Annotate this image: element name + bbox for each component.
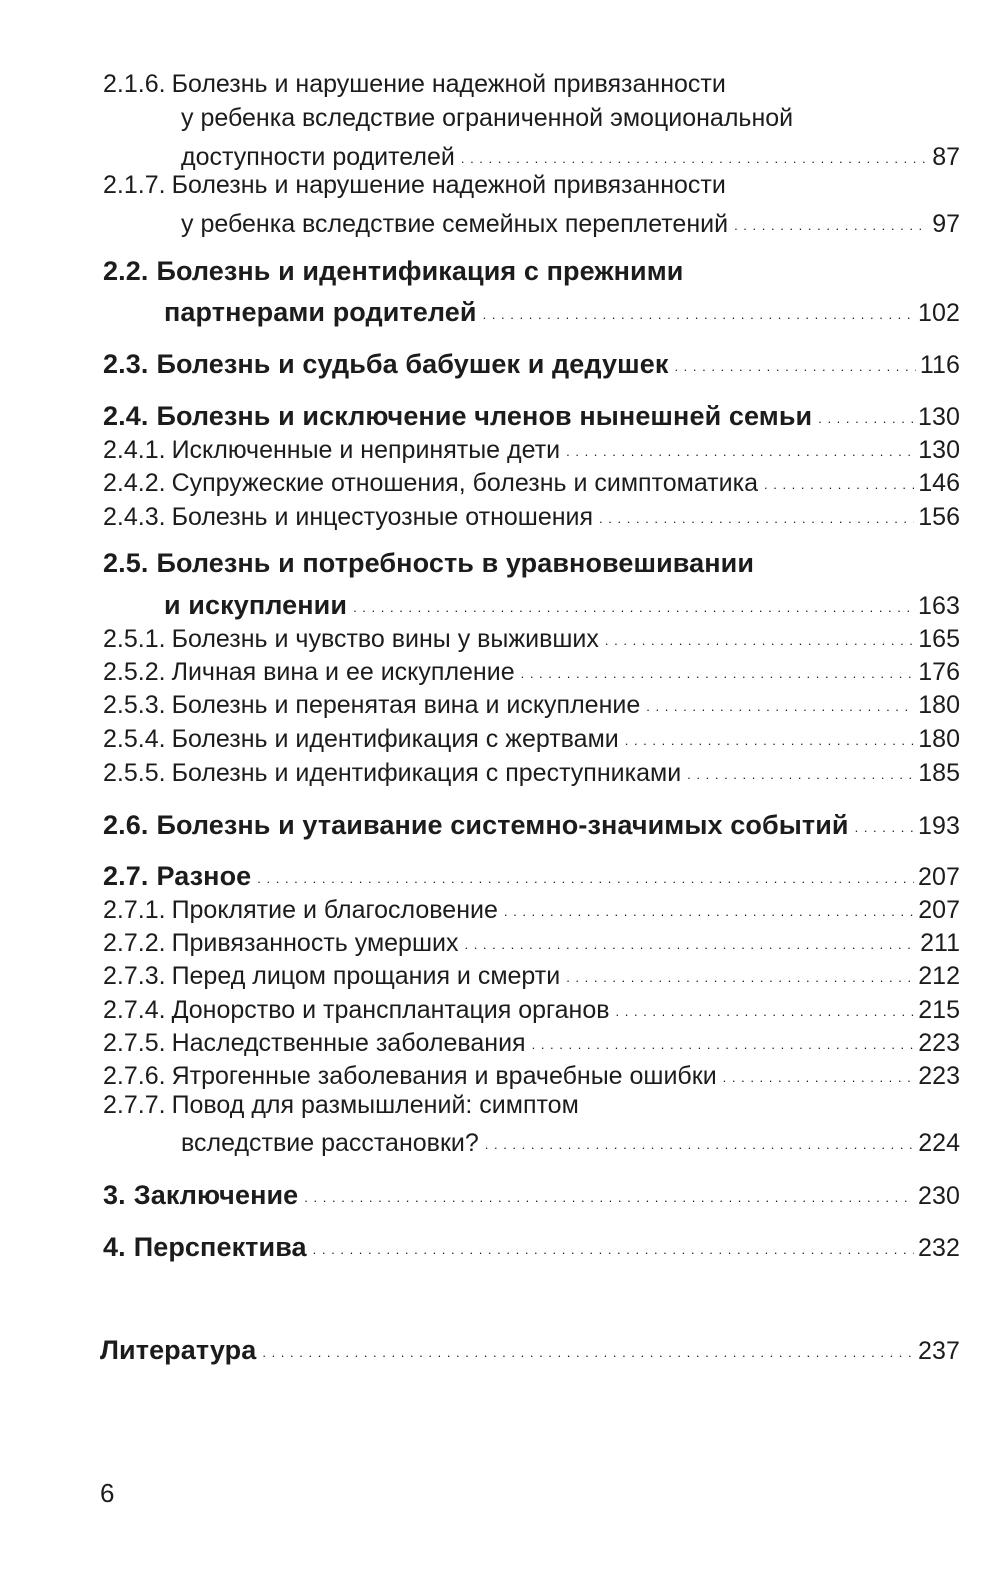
dot-leader: [599, 500, 914, 525]
dot-leader: [566, 433, 914, 458]
dot-leader: [605, 622, 914, 647]
toc-entry-2-4-3: [0, 500, 960, 530]
entry-title: Ятрогенные заболевания и врачебные ошибки: [171, 1062, 717, 1090]
toc-entry-2-6: [0, 807, 960, 839]
toc-entry-2-1-7: [0, 173, 960, 198]
entry-title: Болезнь и потребность в уравновешивании: [156, 548, 755, 578]
dot-leader: [313, 1229, 914, 1256]
entry-title-cont: вследствие расстановки?: [181, 1129, 479, 1157]
toc-entry-2-5-3: [0, 688, 960, 718]
toc-entry-continuation: [0, 1126, 960, 1156]
entry-title: Супружеские отношения, болезнь и симптоматика: [171, 469, 758, 497]
toc-entry-2-7: [0, 858, 960, 890]
page-ref: 224: [918, 1129, 960, 1157]
toc-entry-2-5-5: [0, 756, 960, 786]
entry-title: Болезнь и нарушение надежной привязанности: [171, 70, 726, 98]
page-ref: 180: [918, 725, 960, 753]
page-ref: 207: [918, 896, 960, 924]
dot-leader: [304, 1177, 914, 1204]
page-ref: 102: [917, 299, 960, 327]
page-ref: 130: [918, 436, 960, 464]
dot-leader: [616, 993, 915, 1018]
entry-number: 2.1.7.: [103, 171, 166, 199]
entry-number: 2.7.: [103, 861, 149, 891]
page-ref: 87: [932, 143, 960, 171]
entry-title-cont: доступности родителей: [181, 143, 455, 171]
entry-title-cont: у ребенка вследствие ограниченной эмоциональной: [181, 104, 794, 132]
entry-number: 2.7.4.: [103, 996, 166, 1024]
entry-number: 2.5.5.: [103, 759, 166, 787]
entry-title: Болезнь и перенятая вина и искупление: [171, 691, 641, 719]
toc-entry-2-5-4: [0, 722, 960, 752]
dot-leader: [485, 1126, 915, 1151]
entry-title-cont: партнерами родителей: [164, 297, 477, 327]
page-ref: 193: [917, 812, 960, 840]
entry-title: Болезнь и идентификация с жертвами: [171, 725, 619, 753]
entry-title: Болезнь и судьба бабушек и дедушек: [156, 349, 669, 379]
dot-leader: [532, 1026, 915, 1051]
entry-number: 2.5.1.: [103, 625, 166, 653]
toc-entry-2-3: [0, 346, 960, 378]
toc-entry-2-5: [0, 550, 960, 577]
entry-number: 2.6.: [103, 810, 149, 840]
toc-entry-continuation: [0, 294, 960, 326]
entry-number: 2.7.3.: [103, 962, 166, 990]
toc-entry-2-1-6: [0, 72, 960, 97]
toc-entry-continuation: [0, 207, 960, 237]
dot-leader: [464, 926, 916, 951]
entry-number: 2.5.2.: [103, 658, 166, 686]
entry-number: 2.5.: [103, 548, 149, 578]
entry-number: 3.: [103, 1180, 126, 1210]
page-ref: 215: [918, 996, 960, 1024]
dot-leader: [566, 959, 914, 984]
entry-number: 2.5.4.: [103, 725, 166, 753]
entry-title: Исключенные и непринятые дети: [171, 436, 561, 464]
toc-entry-2-4: [0, 398, 960, 430]
entry-number: 2.7.2.: [103, 929, 166, 957]
entry-title: Болезнь и нарушение надежной привязанности: [171, 171, 726, 199]
page-ref: 156: [918, 503, 960, 531]
page-ref: 223: [918, 1062, 960, 1090]
page-ref: 232: [917, 1234, 960, 1262]
entry-title: Болезнь и чувство вины у выживших: [171, 625, 599, 653]
dot-leader: [646, 688, 914, 713]
entry-title: Литература: [100, 1335, 257, 1365]
toc-entry-2-7-7: [0, 1093, 960, 1118]
entry-number: 2.4.2.: [103, 469, 166, 497]
entry-number: 2.1.6.: [103, 70, 166, 98]
entry-title: Разное: [156, 861, 252, 891]
toc-entry-2-2: [0, 258, 960, 285]
entry-title: Болезнь и идентификация с преступниками: [171, 759, 682, 787]
entry-number: 2.7.1.: [103, 896, 166, 924]
entry-title-cont: и искуплении: [164, 590, 348, 620]
entry-number: 2.4.3.: [103, 503, 166, 531]
entry-title: Болезнь и инцестуозные отношения: [171, 503, 594, 531]
dot-leader: [764, 466, 914, 491]
toc-entry-2-7-4: [0, 993, 960, 1023]
dot-leader: [734, 207, 928, 232]
dot-leader: [353, 587, 914, 614]
toc-entry-continuation: [0, 587, 960, 619]
dot-leader: [461, 140, 928, 165]
entry-number: 2.5.3.: [103, 691, 166, 719]
dot-leader: [687, 756, 914, 781]
page-ref: 185: [918, 759, 960, 787]
page-ref: 146: [918, 469, 960, 497]
entry-title: Проклятие и благословение: [171, 896, 498, 924]
toc-entry-2-5-2: [0, 655, 960, 685]
toc-entry-2-7-5: [0, 1026, 960, 1056]
entry-title: Повод для размышлений: симптом: [171, 1091, 579, 1119]
page-ref: 116: [919, 351, 960, 379]
entry-title: Болезнь и исключение членов нынешней семьи: [156, 401, 813, 431]
toc-entry-3: [0, 1177, 960, 1209]
entry-title: Донорство и трансплантация органов: [171, 996, 610, 1024]
page-ref: 207: [917, 863, 960, 891]
page-ref: 237: [917, 1337, 960, 1365]
entry-number: 2.4.: [103, 401, 149, 431]
toc-entry-continuation: [0, 140, 960, 170]
dot-leader: [504, 893, 914, 918]
toc-entry-continuation: [0, 106, 960, 131]
toc-entry-2-7-2: [0, 926, 960, 956]
toc-entry-literature: [0, 1332, 960, 1364]
dot-leader: [262, 1332, 914, 1359]
entry-number: 2.3.: [103, 349, 149, 379]
dot-leader: [257, 858, 914, 885]
entry-title: Болезнь и идентификация с прежними: [156, 256, 684, 286]
entry-title: Заключение: [133, 1180, 299, 1210]
toc-entry-2-4-2: [0, 466, 960, 496]
toc-entry-2-7-3: [0, 959, 960, 989]
page-ref: 212: [918, 962, 960, 990]
entry-title-cont: у ребенка вследствие семейных переплетений: [181, 210, 729, 238]
entry-number: 2.7.7.: [103, 1091, 166, 1119]
page-ref: 223: [918, 1029, 960, 1057]
toc-entry-2-4-1: [0, 433, 960, 463]
entry-title: Перед лицом прощания и смерти: [171, 962, 561, 990]
page-number: 6: [100, 1478, 115, 1508]
entry-title: Привязанность умерших: [171, 929, 459, 957]
dot-leader: [674, 346, 915, 373]
page-ref: 165: [918, 625, 960, 653]
entry-number: 2.7.6.: [103, 1062, 166, 1090]
page-ref: 211: [920, 929, 960, 957]
dot-leader: [723, 1059, 915, 1084]
entry-title: Болезнь и утаивание системно-значимых событий: [156, 810, 849, 840]
entry-number: 4.: [103, 1232, 126, 1262]
page-ref: 97: [932, 210, 960, 238]
dot-leader: [625, 722, 915, 747]
entry-number: 2.4.1.: [103, 436, 166, 464]
toc-entry-2-7-6: [0, 1059, 960, 1089]
entry-title: Перспектива: [133, 1232, 307, 1262]
page-ref: 180: [918, 691, 960, 719]
page-ref: 163: [917, 592, 960, 620]
toc-entry-4: [0, 1229, 960, 1261]
page-ref: 176: [918, 658, 960, 686]
entry-number: 2.2.: [103, 256, 149, 286]
page-ref: 130: [917, 403, 960, 431]
dot-leader: [855, 807, 914, 834]
entry-number: 2.7.5.: [103, 1029, 166, 1057]
entry-title: Личная вина и ее искупление: [171, 658, 515, 686]
toc-entry-2-7-1: [0, 893, 960, 923]
entry-title: Наследственные заболевания: [171, 1029, 526, 1057]
page-ref: 230: [917, 1182, 960, 1210]
toc-entry-2-5-1: [0, 622, 960, 652]
dot-leader: [483, 294, 914, 321]
dot-leader: [521, 655, 915, 680]
dot-leader: [818, 398, 914, 425]
